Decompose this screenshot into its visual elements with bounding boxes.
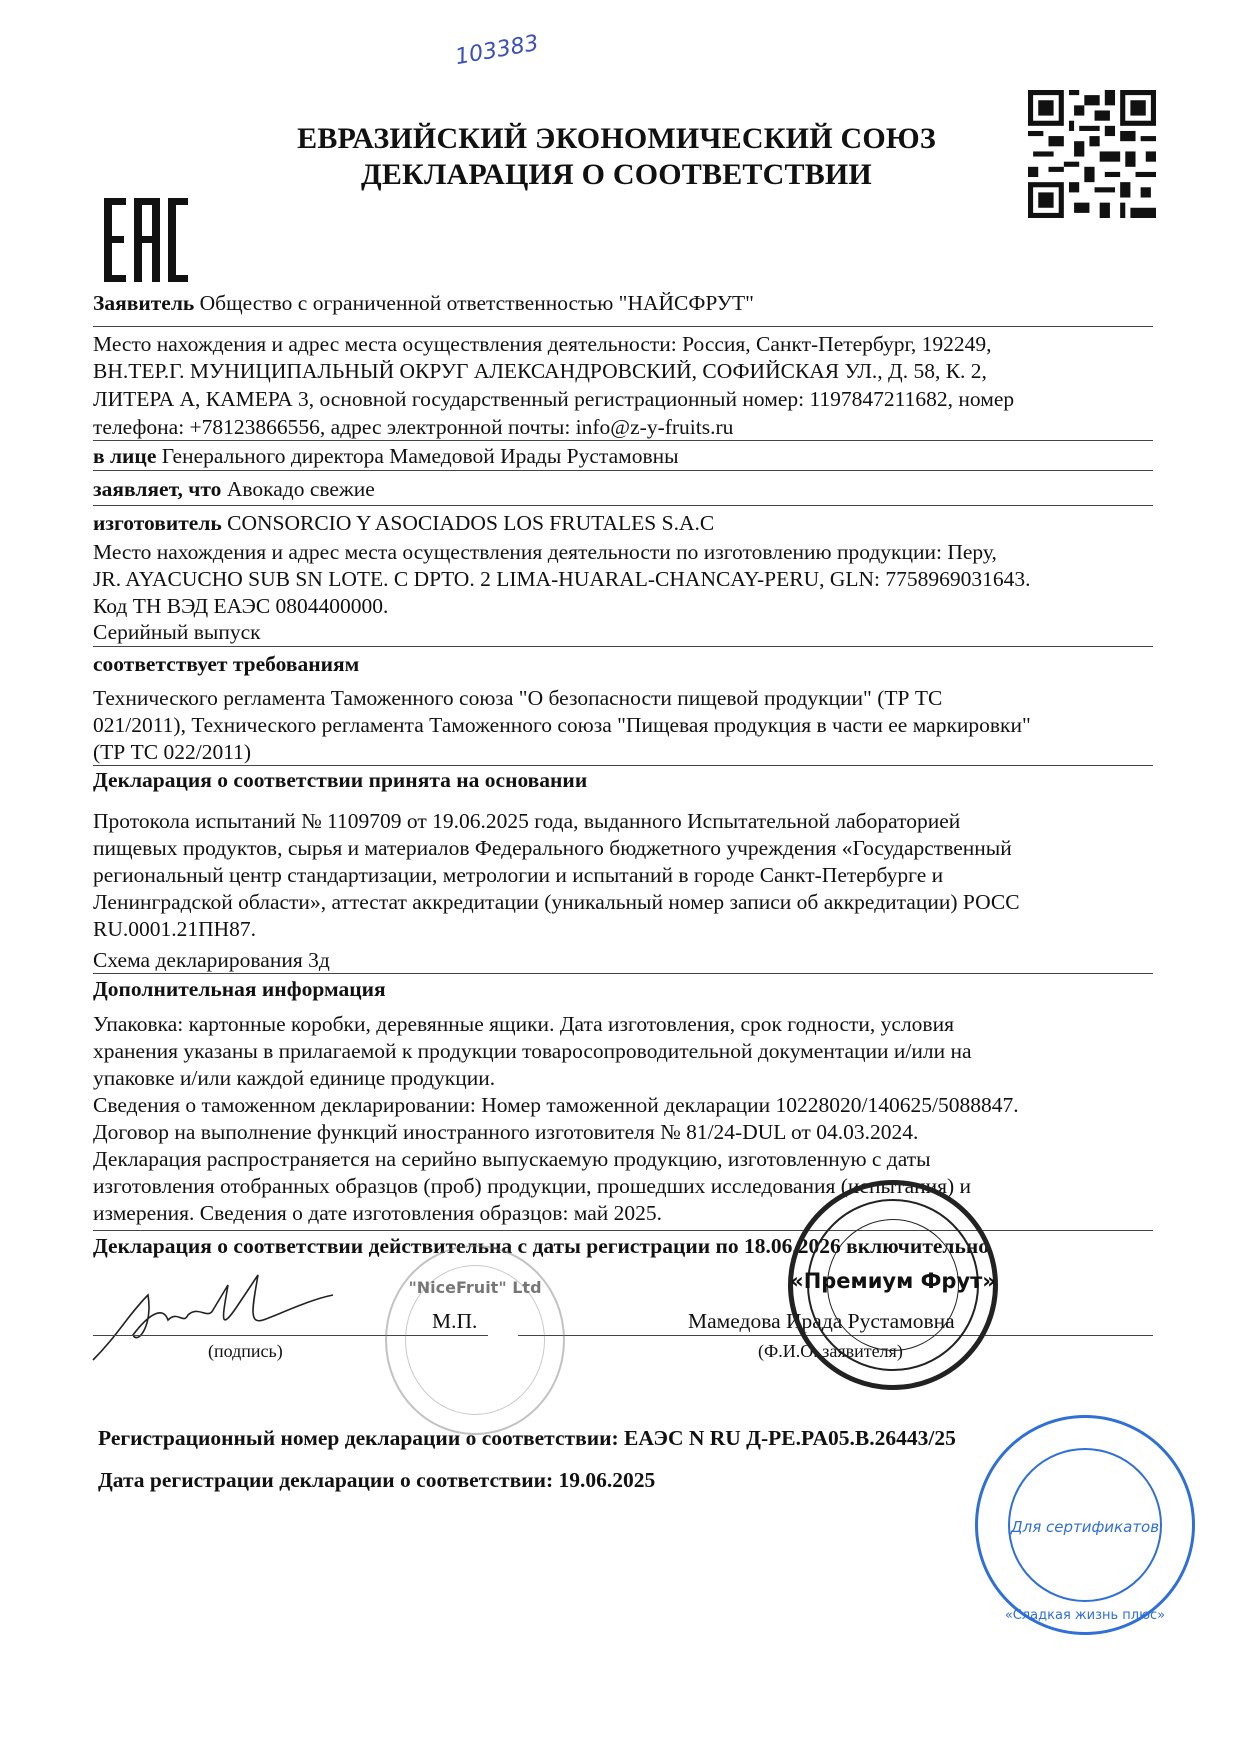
sweet-life-stamp-text: «Сладкая жизнь плюс» [1004,1608,1166,1623]
additional-line: Упаковка: картонные коробки, деревянные ящики. Дата изготовления, срок годности, условия [93,1012,954,1036]
handwritten-number: 103383 [453,30,541,71]
additional-line: изготовления отобранных образцов (проб) продукции, прошедших исследования (испытания) и [93,1174,972,1198]
qr-code[interactable] [1028,90,1156,218]
name-caption: (Ф.И.О. заявителя) [758,1341,903,1361]
declarant-address-line: Место нахождения и адрес места осуществления деятельности: Россия, Санкт-Петербург, 192249, [93,332,992,356]
product-label: заявляет, что [93,477,222,501]
declarant-address-line: ЛИТЕРА А, КАМЕРА 3, основной государственный регистрационный номер: 1197847211682, номер [93,387,1015,411]
representative-value: Генерального директора Мамедовой Ирады Рустамовны [161,444,679,468]
sweet-life-stamp-center: Для сертификатов [1010,1518,1160,1536]
representative [93,443,679,470]
manufacturer [93,510,714,537]
requirements-line: 021/2011), Технического регламента Таможенного союза "Пищевая продукция в части ее маркировки" [93,713,1031,737]
manufacturer-value: CONSORCIO Y ASOCIADOS LOS FRUTALES S.A.C [227,511,715,535]
hs-code: Код ТН ВЭД ЕАЭС 0804400000. [93,594,389,618]
declarant-label: Заявитель [93,291,195,315]
divider [93,646,1153,647]
seal-placeholder: М.П. [432,1309,478,1333]
requirements-line: (ТР ТС 022/2011) [93,740,252,764]
basis-heading: Декларация о соответствии принята на основании [93,768,588,792]
additional-line: Декларация распространяется на серийно выпускаемую продукцию, изготовленную с даты [93,1147,931,1171]
title-declaration: ДЕКЛАРАЦИЯ О СООТВЕТСТВИИ [361,158,872,191]
nicefruit-stamp-text: "NiceFruit" Ltd [408,1278,542,1297]
eac-logo [104,198,188,282]
representative-label: в лице [93,444,157,468]
manufacturer-line: Место нахождения и адрес места осуществления деятельности по изготовлению продукции: Перу, [93,540,997,564]
premium-frut-stamp-text: «Премиум Фрут» [790,1269,996,1293]
additional-line: Договор на выполнение функций иностранного изготовителя № 81/24-DUL от 04.03.2024. [93,1120,919,1144]
divider [93,440,1153,441]
title-union: ЕВРАЗИЙСКИЙ ЭКОНОМИЧЕСКИЙ СОЮЗ [297,122,936,155]
manufacturer-label: изготовитель [93,511,222,535]
additional-heading: Дополнительная информация [93,977,386,1001]
divider [93,470,1153,471]
requirements-heading: соответствует требованиям [93,652,360,676]
additional-line: измерения. Сведения о дате изготовления образцов: май 2025. [93,1201,663,1225]
product-value: Авокадо свежие [226,477,375,501]
validity-statement: Декларация о соответствии действительна с даты регистрации по 18.06.2026 включительно [93,1234,989,1258]
additional-line: хранения указаны в прилагаемой к продукции товаросопроводительной документации и/или на [93,1039,972,1063]
basis-line: RU.0001.21ПН87. [93,917,257,941]
divider [93,505,1153,506]
registration-date: Дата регистрации декларации о соответствии: 19.06.2025 [98,1468,656,1492]
basis-line: пищевых продуктов, сырья и материалов Федерального бюджетного учреждения «Государственный [93,836,1012,860]
additional-line: Сведения о таможенном декларировании: Номер таможенной декларации 10228020/140625/5088847. [93,1093,1019,1117]
declarant-address-line: телефона: +78123866556, адрес электронной почты: info@z-y-fruits.ru [93,415,734,439]
product [93,476,375,503]
divider [93,1230,1153,1231]
basis-line: Протокола испытаний № 1109709 от 19.06.2025 года, выданного Испытательной лабораторией [93,809,961,833]
divider [93,326,1153,327]
declarant-value: Общество с ограниченной ответственностью "НАЙСФРУТ" [199,291,754,315]
divider [93,973,1153,974]
sweet-life-stamp [975,1415,1195,1635]
declarant [93,290,754,317]
requirements-line: Технического регламента Таможенного союза "О безопасности пищевой продукции" (ТР ТС [93,686,943,710]
premium-frut-stamp [788,1180,998,1390]
production-type: Серийный выпуск [93,620,261,644]
basis-line: Ленинградской области», аттестат аккредитации (уникальный номер записи об аккредитации) РОСС [93,890,1020,914]
declaration-scheme: Схема декларирования 3д [93,948,330,972]
registration-number: Регистрационный номер декларации о соответствии: ЕАЭС N RU Д-PE.PA05.B.26443/25 [98,1426,956,1450]
declarant-address-line: ВН.ТЕР.Г. МУНИЦИПАЛЬНЫЙ ОКРУГ АЛЕКСАНДРОВСКИЙ, СОФИЙСКАЯ УЛ., Д. 58, К. 2, [93,359,987,383]
basis-line: региональный центр стандартизации, метрологии и испытаний в городе Санкт-Петербурге и [93,863,944,887]
divider [93,765,1153,766]
manufacturer-line: JR. AYACUCHO SUB SN LOTE. C DPTO. 2 LIMA-HUARAL-CHANCAY-PERU, GLN: 7758969031643. [93,567,1031,591]
signature-caption: (подпись) [208,1341,283,1361]
additional-line: упаковке и/или каждой единице продукции. [93,1066,496,1090]
nicefruit-stamp [385,1245,565,1435]
signer-name: Мамедова Ирада Рустамовна [688,1309,955,1333]
